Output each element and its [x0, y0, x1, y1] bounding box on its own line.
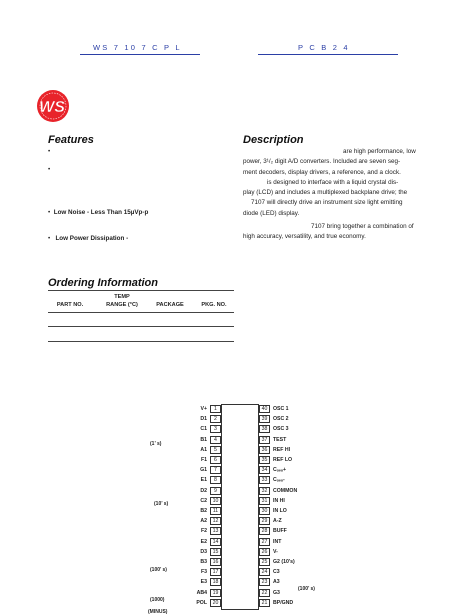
pin-row-right — [259, 516, 330, 526]
pin-label: A1 — [200, 446, 207, 453]
pin-number-box — [259, 589, 270, 597]
pin-number: 4 — [214, 436, 217, 443]
pin-number-box — [259, 466, 270, 474]
pin-number-box — [259, 548, 270, 556]
pin-number: 26 — [261, 548, 268, 555]
pin-number: 3 — [214, 426, 217, 433]
pin-row-right — [259, 445, 330, 455]
pin-number: 33 — [261, 477, 268, 484]
pin-number: 21 — [261, 599, 268, 606]
pin-row-right — [259, 424, 330, 434]
description-paragraph-1 — [243, 147, 433, 219]
ordering-top-rule — [48, 290, 234, 291]
features-bullet-2: • — [48, 166, 51, 173]
pin-number-box — [210, 589, 221, 597]
ordering-header-rule — [48, 312, 234, 313]
pin-row-left — [150, 486, 221, 496]
pin-label: E2 — [200, 538, 207, 545]
pin-label: BP/GND — [273, 599, 294, 606]
col-pkg-no: PKG. NO. — [201, 302, 227, 308]
pin-number-box — [210, 568, 221, 576]
pin-number: 30 — [261, 508, 268, 514]
pin-label: Cₒₑₒ- — [273, 477, 285, 484]
pin-label: A2 — [200, 518, 207, 525]
pin-number: 38 — [261, 426, 268, 433]
pin-row-right — [259, 577, 330, 587]
pin-row-right — [259, 414, 330, 424]
pin-number: 29 — [261, 518, 268, 525]
pin-number-box — [259, 538, 270, 546]
pin-number: 25 — [261, 559, 268, 565]
description-line: 7107 will directly drive an instrument size light emitting — [251, 199, 403, 207]
pin-label: B3 — [200, 559, 207, 565]
pin-number: 31 — [261, 497, 268, 504]
pin-number-box — [210, 466, 221, 474]
pin-label: C3 — [273, 569, 280, 576]
pin-number-box — [210, 405, 221, 413]
pin-number: 13 — [212, 528, 219, 535]
pin-number-box — [210, 558, 221, 566]
pin-label: TEST — [273, 436, 287, 443]
pin-number: 27 — [261, 538, 268, 545]
pin-label: OSC 1 — [273, 406, 289, 412]
pin-row-left — [150, 475, 221, 485]
col-package: PACKAGE — [156, 302, 184, 308]
ordering-row-rule — [48, 326, 234, 327]
features-bullet-4: • Low Power Dissipation - — [48, 235, 129, 242]
pin-number: 18 — [212, 579, 219, 586]
pin-label: OSC 2 — [273, 416, 289, 423]
pin-row-right — [259, 557, 330, 567]
description-line: play (LCD) and includes a multiplexed backplane drive; the — [243, 189, 408, 197]
pin-number: 39 — [261, 416, 268, 423]
description-line: 7107 bring together a combination of — [311, 223, 414, 230]
pin-row-left — [150, 465, 221, 475]
pin-number-box — [210, 548, 221, 556]
pin-row-right — [259, 475, 330, 485]
pin-number-box — [259, 507, 270, 515]
pin-label: BUFF — [273, 528, 287, 535]
pin-number: 24 — [261, 569, 268, 576]
group-label-ones: (1’ s) — [150, 441, 162, 447]
pin-number-box — [259, 487, 270, 495]
pin-number-box — [259, 578, 270, 586]
pin-row-left — [150, 537, 221, 547]
pin-number-box — [259, 446, 270, 454]
header-right-text: P C B 2 4 — [298, 43, 350, 52]
pin-number: 34 — [261, 467, 268, 474]
pin-label: C1 — [200, 426, 207, 433]
col-temp-range: RANGE (°C) — [106, 302, 138, 308]
pin-number: 19 — [212, 589, 219, 596]
pin-label: G2 (10’s) — [273, 559, 295, 565]
pin-number: 40 — [261, 406, 268, 412]
pin-row-left — [150, 404, 221, 414]
pin-label: D1 — [200, 416, 207, 423]
pin-number: 17 — [212, 569, 219, 576]
pin-row-right — [259, 526, 330, 536]
pin-label: IN HI — [273, 497, 285, 504]
pin-label: A-Z — [273, 518, 282, 525]
col-temp-top: TEMP — [114, 294, 130, 300]
pin-row-right — [259, 588, 330, 598]
description-line: is designed to interface with a liquid crystal dis- — [267, 178, 399, 186]
pin-row-left — [150, 455, 221, 465]
pin-label: G1 — [200, 467, 207, 474]
pin-row-left — [150, 547, 221, 557]
pin-label: AB4 — [196, 589, 207, 596]
pin-number: 11 — [212, 508, 219, 514]
pin-row-right — [259, 465, 330, 475]
pin-label: E1 — [200, 477, 207, 484]
pin-label: IN LO — [273, 508, 287, 514]
pin-label: B2 — [200, 508, 207, 514]
description-paragraph-2 — [243, 222, 433, 243]
pin-label: E3 — [200, 579, 207, 586]
pin-label: F2 — [200, 528, 207, 535]
pin-label: V- — [273, 548, 278, 555]
description-line: high accuracy, versatility, and true economy. — [243, 233, 366, 241]
pin-number-box — [210, 436, 221, 444]
pin-number-box — [210, 487, 221, 495]
description-line: power, 3¹/₂ digit A/D converters. Included are seven seg- — [243, 158, 401, 166]
pin-row-right — [259, 455, 330, 465]
pin-row-right — [259, 598, 330, 608]
pin-number-box — [210, 497, 221, 505]
pin-number-box — [259, 425, 270, 433]
pin-label: F1 — [200, 457, 207, 463]
pin-number-box — [259, 405, 270, 413]
pin-number: 36 — [261, 446, 268, 453]
pin-number-box — [210, 476, 221, 484]
pin-number: 35 — [261, 457, 268, 463]
pin-number: 6 — [214, 457, 217, 463]
features-bullet-4-text: Low Power Dissipation - — [55, 235, 129, 242]
pin-label: POL — [196, 599, 207, 606]
pin-label: INT — [273, 538, 282, 545]
features-title: Features — [48, 134, 94, 146]
pin-number: 8 — [214, 477, 217, 484]
pin-row-left — [150, 577, 221, 587]
pin-label: Cₒₑₒ+ — [273, 467, 286, 474]
features-bullet-3: • Low Noise - Less Than 15µVp-p — [48, 209, 149, 216]
pin-number: 28 — [261, 528, 268, 535]
pin-number-box — [259, 527, 270, 535]
pin-number: 22 — [261, 589, 268, 596]
company-logo — [32, 88, 72, 124]
group-label-tens: (10’ s) — [154, 501, 169, 507]
group-label-thousands: (1000) — [150, 597, 165, 603]
ordering-title: Ordering Information — [48, 277, 158, 289]
pin-number: 9 — [214, 487, 217, 494]
features-bullet-1: • — [48, 148, 51, 155]
description-line: are high performance, low — [343, 148, 416, 155]
pin-number: 10 — [212, 497, 219, 504]
pin-number: 2 — [214, 416, 217, 423]
pin-label: G3 — [273, 589, 280, 596]
pin-number: 7 — [214, 467, 217, 474]
logo-icon — [32, 88, 72, 124]
pin-number-box — [210, 425, 221, 433]
pin-row-left — [150, 516, 221, 526]
pin-number-box — [259, 476, 270, 484]
pin-label: B1 — [200, 436, 207, 443]
pin-row-right — [259, 404, 330, 414]
group-label-minus: (MINUS) — [148, 609, 168, 615]
pin-number: 15 — [212, 548, 219, 555]
header-left-text: WS 7 10 7 C P L — [93, 43, 182, 52]
pin-row-right — [259, 547, 330, 557]
pin-row-left — [150, 506, 221, 516]
pin-row-right — [259, 537, 330, 547]
features-bullet-3-text: Low Noise - Less Than 15µVp-p — [53, 209, 149, 216]
pin-number-box — [210, 517, 221, 525]
ordering-bottom-rule — [48, 341, 234, 342]
pin-number-box — [210, 446, 221, 454]
col-part-no: PART NO. — [56, 302, 84, 308]
pin-number: 32 — [261, 487, 268, 494]
pin-number: 12 — [212, 518, 219, 525]
pin-row-left — [150, 526, 221, 536]
pin-label: D2 — [200, 487, 207, 494]
pin-label: COMMON — [273, 487, 298, 494]
pin-number-box — [259, 415, 270, 423]
pin-number-box — [259, 599, 270, 607]
pin-row-right — [259, 496, 330, 506]
pin-number: 16 — [212, 559, 219, 565]
ic-body — [221, 404, 259, 610]
pin-number-box — [210, 527, 221, 535]
pin-number-box — [210, 507, 221, 515]
pin-number-box — [259, 558, 270, 566]
pin-number-box — [259, 456, 270, 464]
group-label-right-hundreds: (100’ s) — [298, 586, 315, 592]
pin-number: 37 — [261, 436, 268, 443]
pin-label: REF HI — [273, 446, 291, 453]
pin-row-right — [259, 486, 330, 496]
pin-row-left — [150, 424, 221, 434]
pin-row-right — [259, 506, 330, 516]
pin-number-box — [259, 517, 270, 525]
pin-row-left — [150, 414, 221, 424]
pin-label: REF LO — [273, 457, 293, 463]
pin-label: V+ — [200, 406, 207, 412]
pin-number-box — [210, 415, 221, 423]
pin-label: A3 — [273, 579, 280, 586]
pin-label: F3 — [200, 569, 207, 576]
description-title: Description — [243, 134, 304, 146]
pin-number: 23 — [261, 579, 268, 586]
pin-number: 20 — [212, 599, 219, 606]
description-line: diode (LED) display. — [243, 209, 300, 217]
svg-text:WS: WS — [39, 99, 65, 116]
pinout-diagram — [150, 400, 330, 616]
pin-label: D3 — [200, 548, 207, 555]
pin-number-box — [259, 568, 270, 576]
pin-number-box — [210, 538, 221, 546]
pin-number-box — [210, 578, 221, 586]
header-left-underline — [80, 54, 200, 55]
pin-row-left — [150, 557, 221, 567]
pin-label: C2 — [200, 497, 207, 504]
pin-number: 1 — [214, 406, 217, 412]
header-right-underline — [258, 54, 398, 55]
description-line: ment decoders, display drivers, a reference, and a clock. — [243, 168, 401, 176]
group-label-hundreds: (100’ s) — [150, 567, 167, 573]
pin-row-right — [259, 567, 330, 577]
pin-number-box — [259, 497, 270, 505]
pin-number-box — [259, 436, 270, 444]
pin-number: 14 — [212, 538, 219, 545]
pin-number-box — [210, 456, 221, 464]
pin-number-box — [210, 599, 221, 607]
pin-number: 5 — [214, 446, 217, 453]
pin-row-right — [259, 435, 330, 445]
pin-label: OSC 3 — [273, 426, 289, 433]
